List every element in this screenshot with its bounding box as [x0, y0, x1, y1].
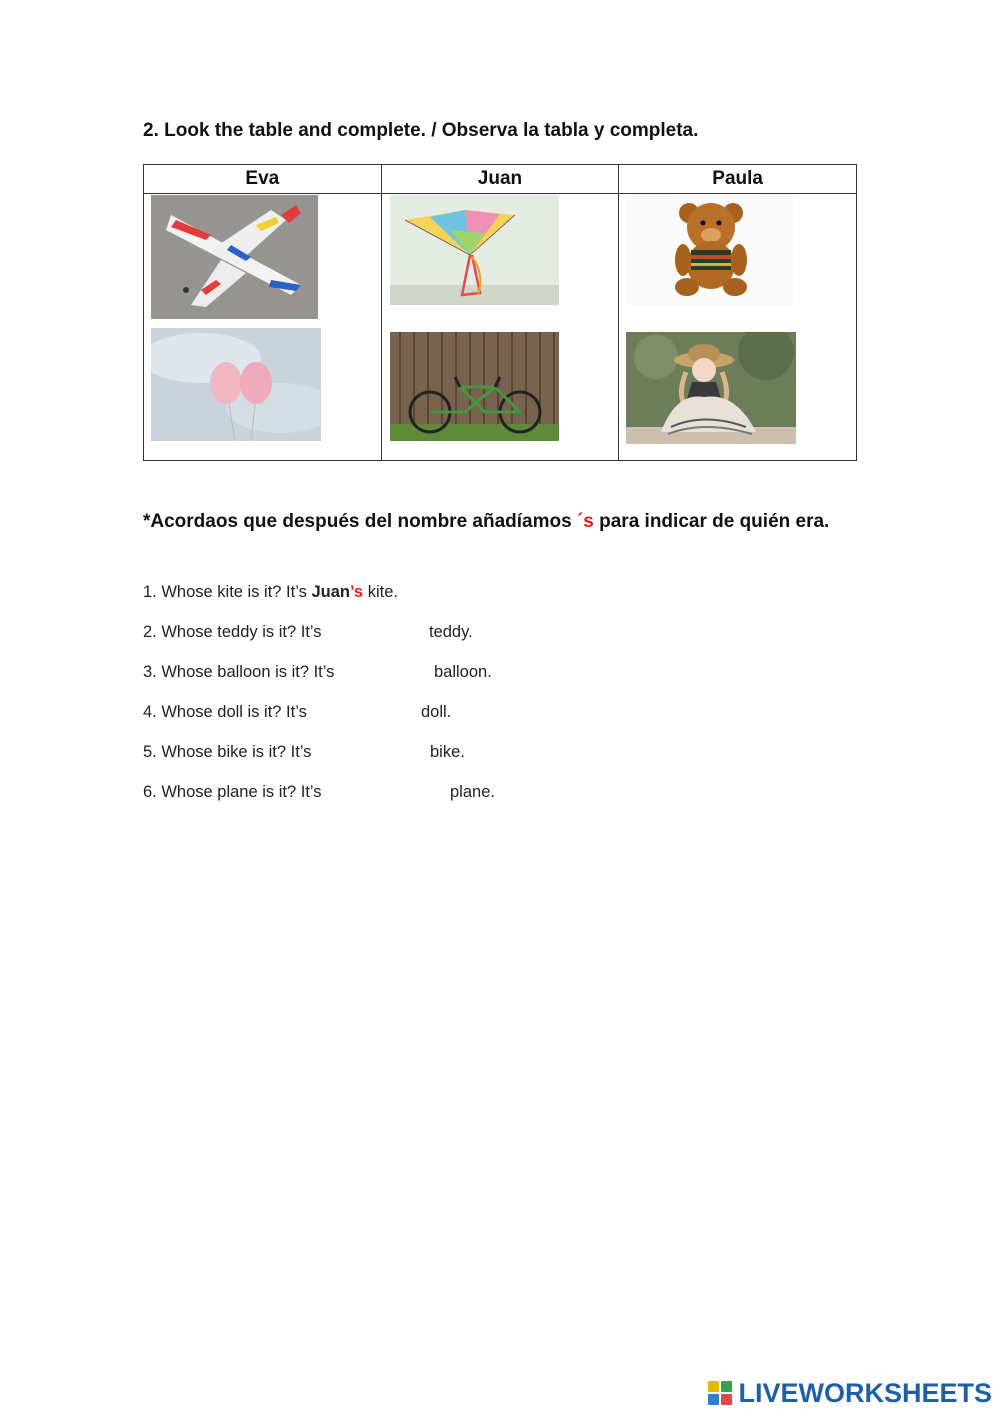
liveworksheets-logo	[708, 1376, 992, 1410]
apostrophe-note	[143, 506, 857, 537]
teddy-image	[627, 195, 794, 305]
kite-image	[390, 195, 559, 305]
question-6-prefix: 6. Whose plane is it? It’s	[143, 783, 322, 801]
header-juan: Juan	[381, 165, 619, 194]
question-1-suffix: kite.	[363, 583, 398, 601]
header-paula: Paula	[619, 165, 857, 194]
doll-image	[626, 332, 796, 444]
note-mark: ´s	[576, 511, 594, 532]
balloons-image	[151, 328, 321, 441]
question-1-example-name: Juan	[311, 583, 350, 601]
question-6	[143, 783, 495, 802]
liveworksheets-wordmark: LIVEWORKSHEETS	[738, 1377, 992, 1408]
note-text-end: para indicar de quién era.	[593, 511, 830, 532]
question-2-prefix: 2. Whose teddy is it? It’s	[143, 623, 322, 641]
question-2-suffix: teddy.	[429, 623, 473, 641]
owners-table	[143, 164, 857, 461]
question-5	[143, 743, 465, 762]
question-5-prefix: 5. Whose bike is it? It’s	[143, 743, 312, 761]
question-5-suffix: bike.	[430, 743, 465, 761]
question-3-suffix: balloon.	[434, 663, 492, 681]
question-3-prefix: 3. Whose balloon is it? It’s	[143, 663, 335, 681]
question-4-suffix: doll.	[421, 703, 452, 721]
liveworksheets-grid-icon	[708, 1381, 732, 1405]
plane-image	[151, 195, 318, 319]
question-4-prefix: 4. Whose doll is it? It’s	[143, 703, 307, 721]
question-4	[143, 703, 452, 722]
cell-juan	[381, 194, 619, 461]
note-text-start: *Acordaos que después del nombre añadíamos	[143, 511, 577, 532]
header-eva: Eva	[144, 165, 382, 194]
question-6-suffix: plane.	[450, 783, 495, 801]
bike-image	[390, 332, 559, 441]
question-1-example-mark: ’s	[349, 583, 364, 601]
cell-paula	[619, 194, 857, 461]
question-1-prefix: 1. Whose kite is it? It’s	[143, 583, 312, 601]
exercise-title: 2. Look the table and complete. / Observa la tabla y completa.	[143, 120, 699, 141]
question-1	[143, 583, 398, 602]
cell-eva	[144, 194, 382, 461]
question-3	[143, 663, 492, 682]
question-2	[143, 623, 473, 642]
